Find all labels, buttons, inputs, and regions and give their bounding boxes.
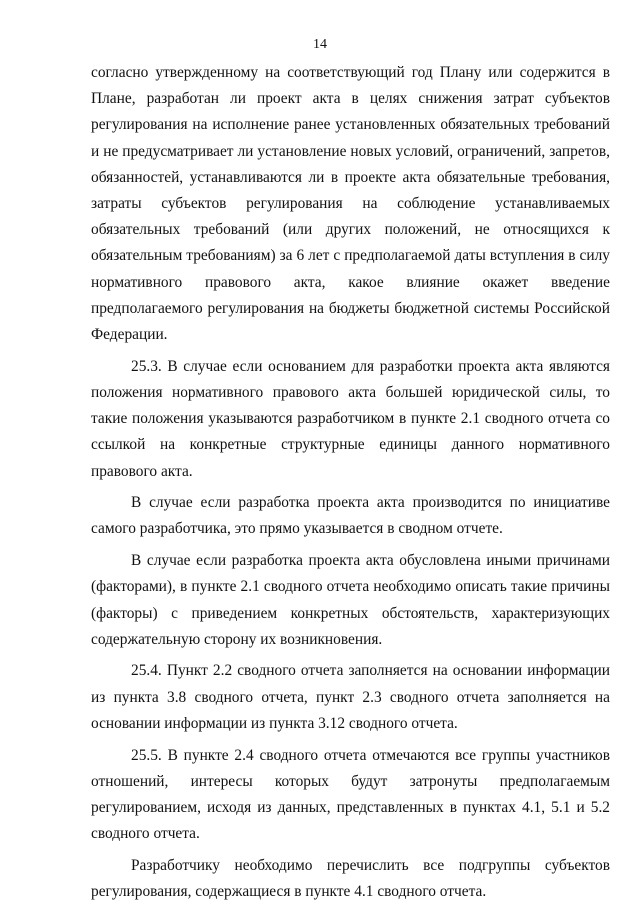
paragraph-other-reasons: В случае если разработка проекта акта обусловлена иными причинами (факторами), в пункте 2.1 сводного отчета необходимо описать такие причины (факторы) с приведением конкретных обстоятельств, характеризующих содержательную сторону их возникновения. — [91, 552, 610, 648]
paragraph-25-4: 25.4. Пункт 2.2 сводного отчета заполняется на основании информации из пункта 3.8 сводного отчета, пункт 2.3 сводного отчета заполняется на основании информации из пункта 3.12 сводного отчета. — [91, 662, 610, 732]
page-number: 14 — [313, 37, 327, 52]
paragraph-25-5: 25.5. В пункте 2.4 сводного отчета отмечаются все группы участников отношений, интересы которых будут затронуты предполагаемым регулированием, исходя из данных, представленных в пунктах 4.1, 5.1 и 5.2 сводного отчета. — [91, 746, 610, 843]
document-body — [91, 60, 610, 905]
paragraph-own-initiative: В случае если разработка проекта акта производится по инициативе самого разработчика, это прямо указывается в сводном отчете. — [91, 494, 610, 538]
paragraph-subgroups: Разработчику необходимо перечислить все подгруппы субъектов регулирования, содержащиеся в пункте 4.1 сводного отчета. — [91, 856, 610, 901]
paragraph-continued: согласно утвержденному на соответствующий год Плану или содержится в Плане, разработан ли проект акта в целях снижения затрат субъектов регулирования на исполнение ранее установленных обязательных требований и не предусматривает ли установление новых условий, ограничений, запретов, обязанностей, устанавливаются ли в проекте акта обязательные требования, затраты субъектов регулирования на соблюдение устанавливаемых обязательных требований (или других положений, не относящихся к обязательным требованиям) за 6 лет с предполагаемой даты вступления в силу нормативного правового акта, какое влияние окажет введение предполагаемого регулирования на бюджеты бюджетной системы Российской Федерации. — [91, 64, 610, 344]
paragraph-25-3: 25.3. В случае если основанием для разработки проекта акта являются положения нормативного правового акта большей юридической силы, то такие положения указываются разработчиком в пункте 2.1 сводного отчета со ссылкой на конкретные структурные единицы данного нормативного правового акта. — [91, 357, 610, 480]
